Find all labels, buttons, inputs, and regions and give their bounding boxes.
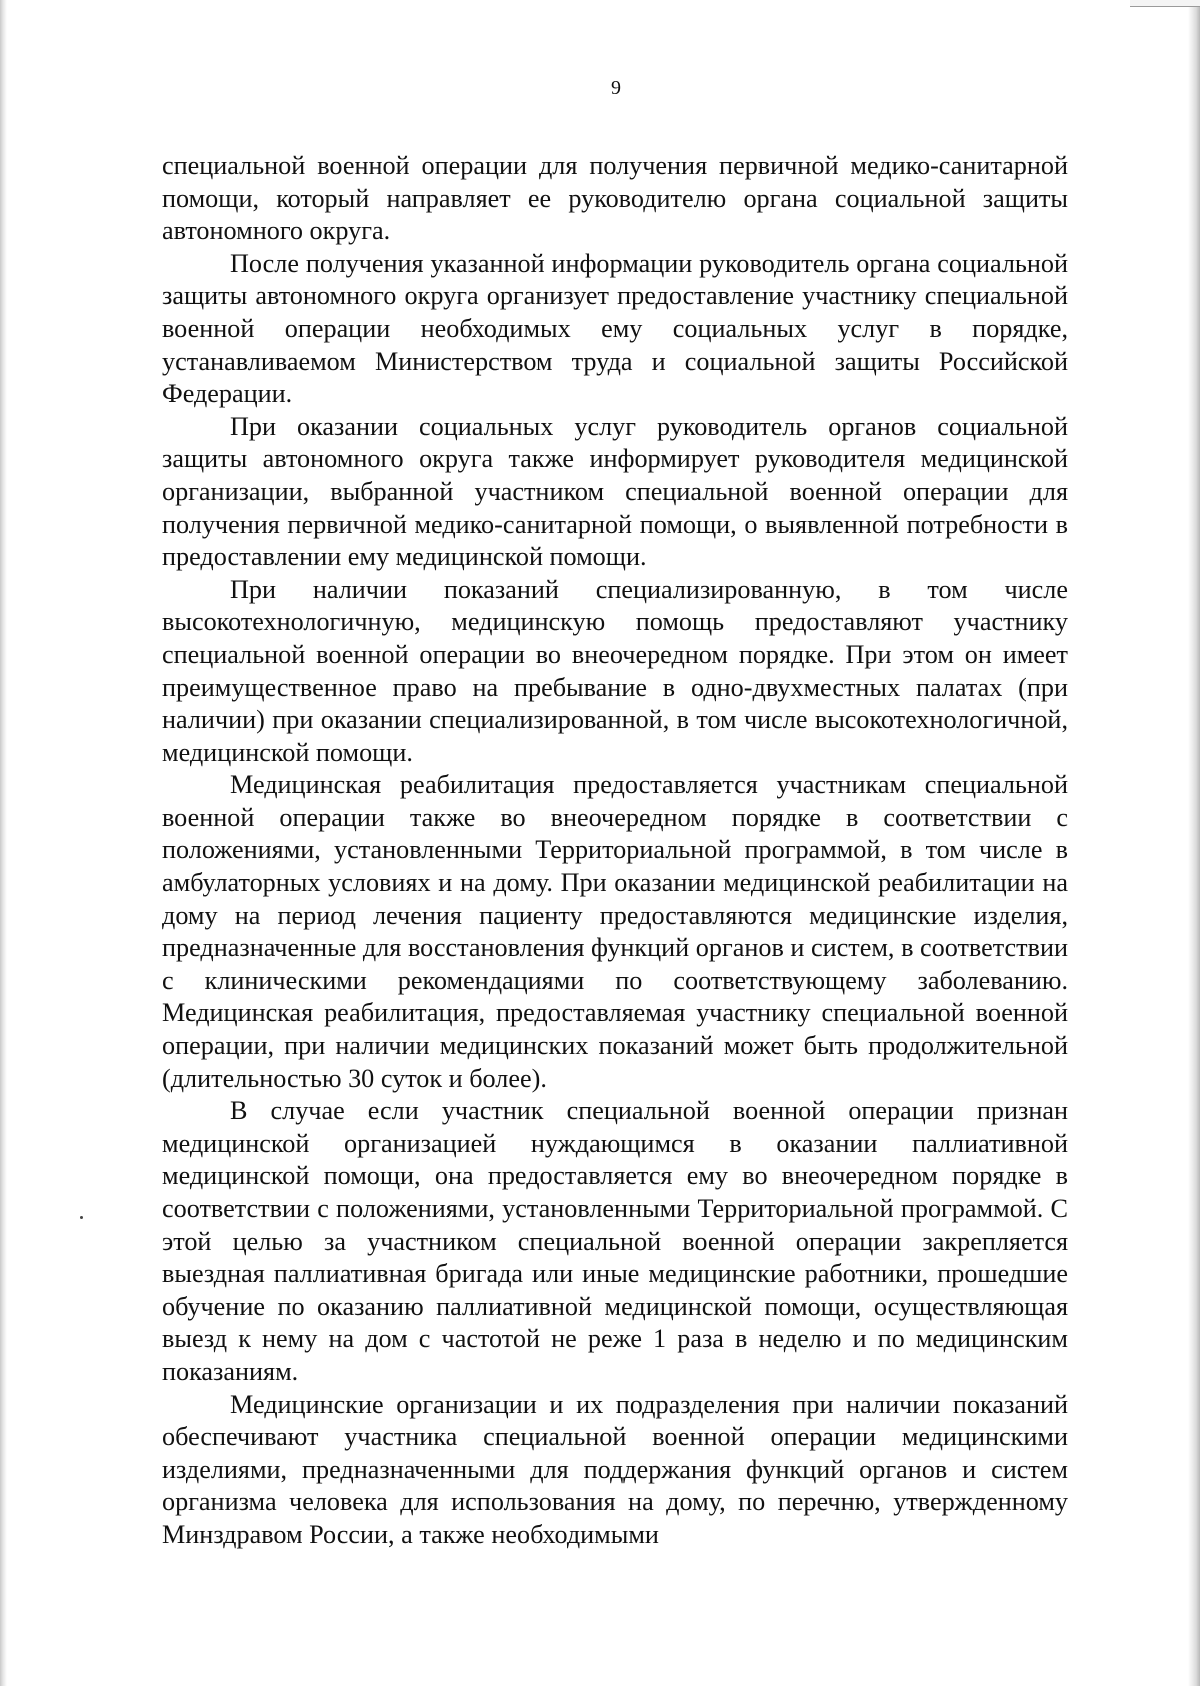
scan-edge-top-right	[1130, 0, 1200, 7]
paragraph-1: специальной военной операции для получения первичной медико-санитарной помощи, который направляет ее руководителю органа социальной защиты автономного округа.	[162, 151, 1068, 246]
page-number: 9	[611, 77, 621, 99]
paragraph-6: В случае если участник специальной военной операции признан медицинской организацией нуждающимся в оказании паллиативной медицинской помощи, она предоставляется ему во внеочередном порядке в соответствии с положениями, установленными Территориальной программой. С этой целью за участником специальной военной операции закрепляется выездная паллиативная бригада или иные медицинские работники, прошедшие обучение по оказанию паллиативной медицинской помощи, осуществляющая выезд к нему на дом с частотой не реже 1 раза в неделю и по медицинским показаниям.	[162, 1096, 1068, 1386]
paragraph-2: После получения указанной информации руководитель органа социальной защиты автономного округа организует предоставление участнику специальной военной операции необходимых ему социальных услуг в порядке, устанавливаемом Министерством труда и социальной защиты Российской Федерации.	[162, 248, 1068, 409]
paragraph-3: При оказании социальных услуг руководитель органов социальной защиты автономного округа также информирует руководителя медицинской организации, выбранной участником специальной военной операции для получения первичной медико-санитарной помощи, о выявленной потребности в предоставлении ему медицинской помощи.	[162, 411, 1068, 572]
scan-edge-right	[1188, 0, 1200, 1686]
paragraph-7: Медицинские организации и их подразделения при наличии показаний обеспечивают участника специальной военной операции медицинскими изделиями, предназначенными для поддержания функций органов и систем организма человека для использования на дому, по перечню, утвержденному Минздравом России, а также необходимыми	[162, 1389, 1068, 1549]
paragraph-5: Медицинская реабилитация предоставляется участникам специальной военной операции также во внеочередном порядке в соответствии с положениями, установленными Территориальной программой, в том числе в амбулаторных условиях и на дому. При оказании медицинской реабилитации на дому на период лечения пациенту предоставляются медицинские изделия, предназначенные для восстановления функций органов и систем, в соответствии с клиническими рекомендациями по соответствующему заболеванию. Медицинская реабилитация, предоставляемая участнику специальной военной операции, при наличии медицинских показаний может быть продолжительной (длительностью 30 суток и более).	[162, 770, 1068, 1093]
scan-edge-left	[0, 0, 7, 1686]
paragraph-4: При наличии показаний специализированную, в том числе высокотехнологичную, медицинскую помощь предоставляют участнику специальной военной операции во внеочередном порядке. При этом он имеет преимущественное право на пребывание в одно-двухместных палатах (при наличии) при оказании специализированной, в том числе высокотехнологичной, медицинской помощи.	[162, 574, 1068, 767]
document-body	[162, 150, 1068, 1552]
scan-speck	[80, 1216, 83, 1219]
